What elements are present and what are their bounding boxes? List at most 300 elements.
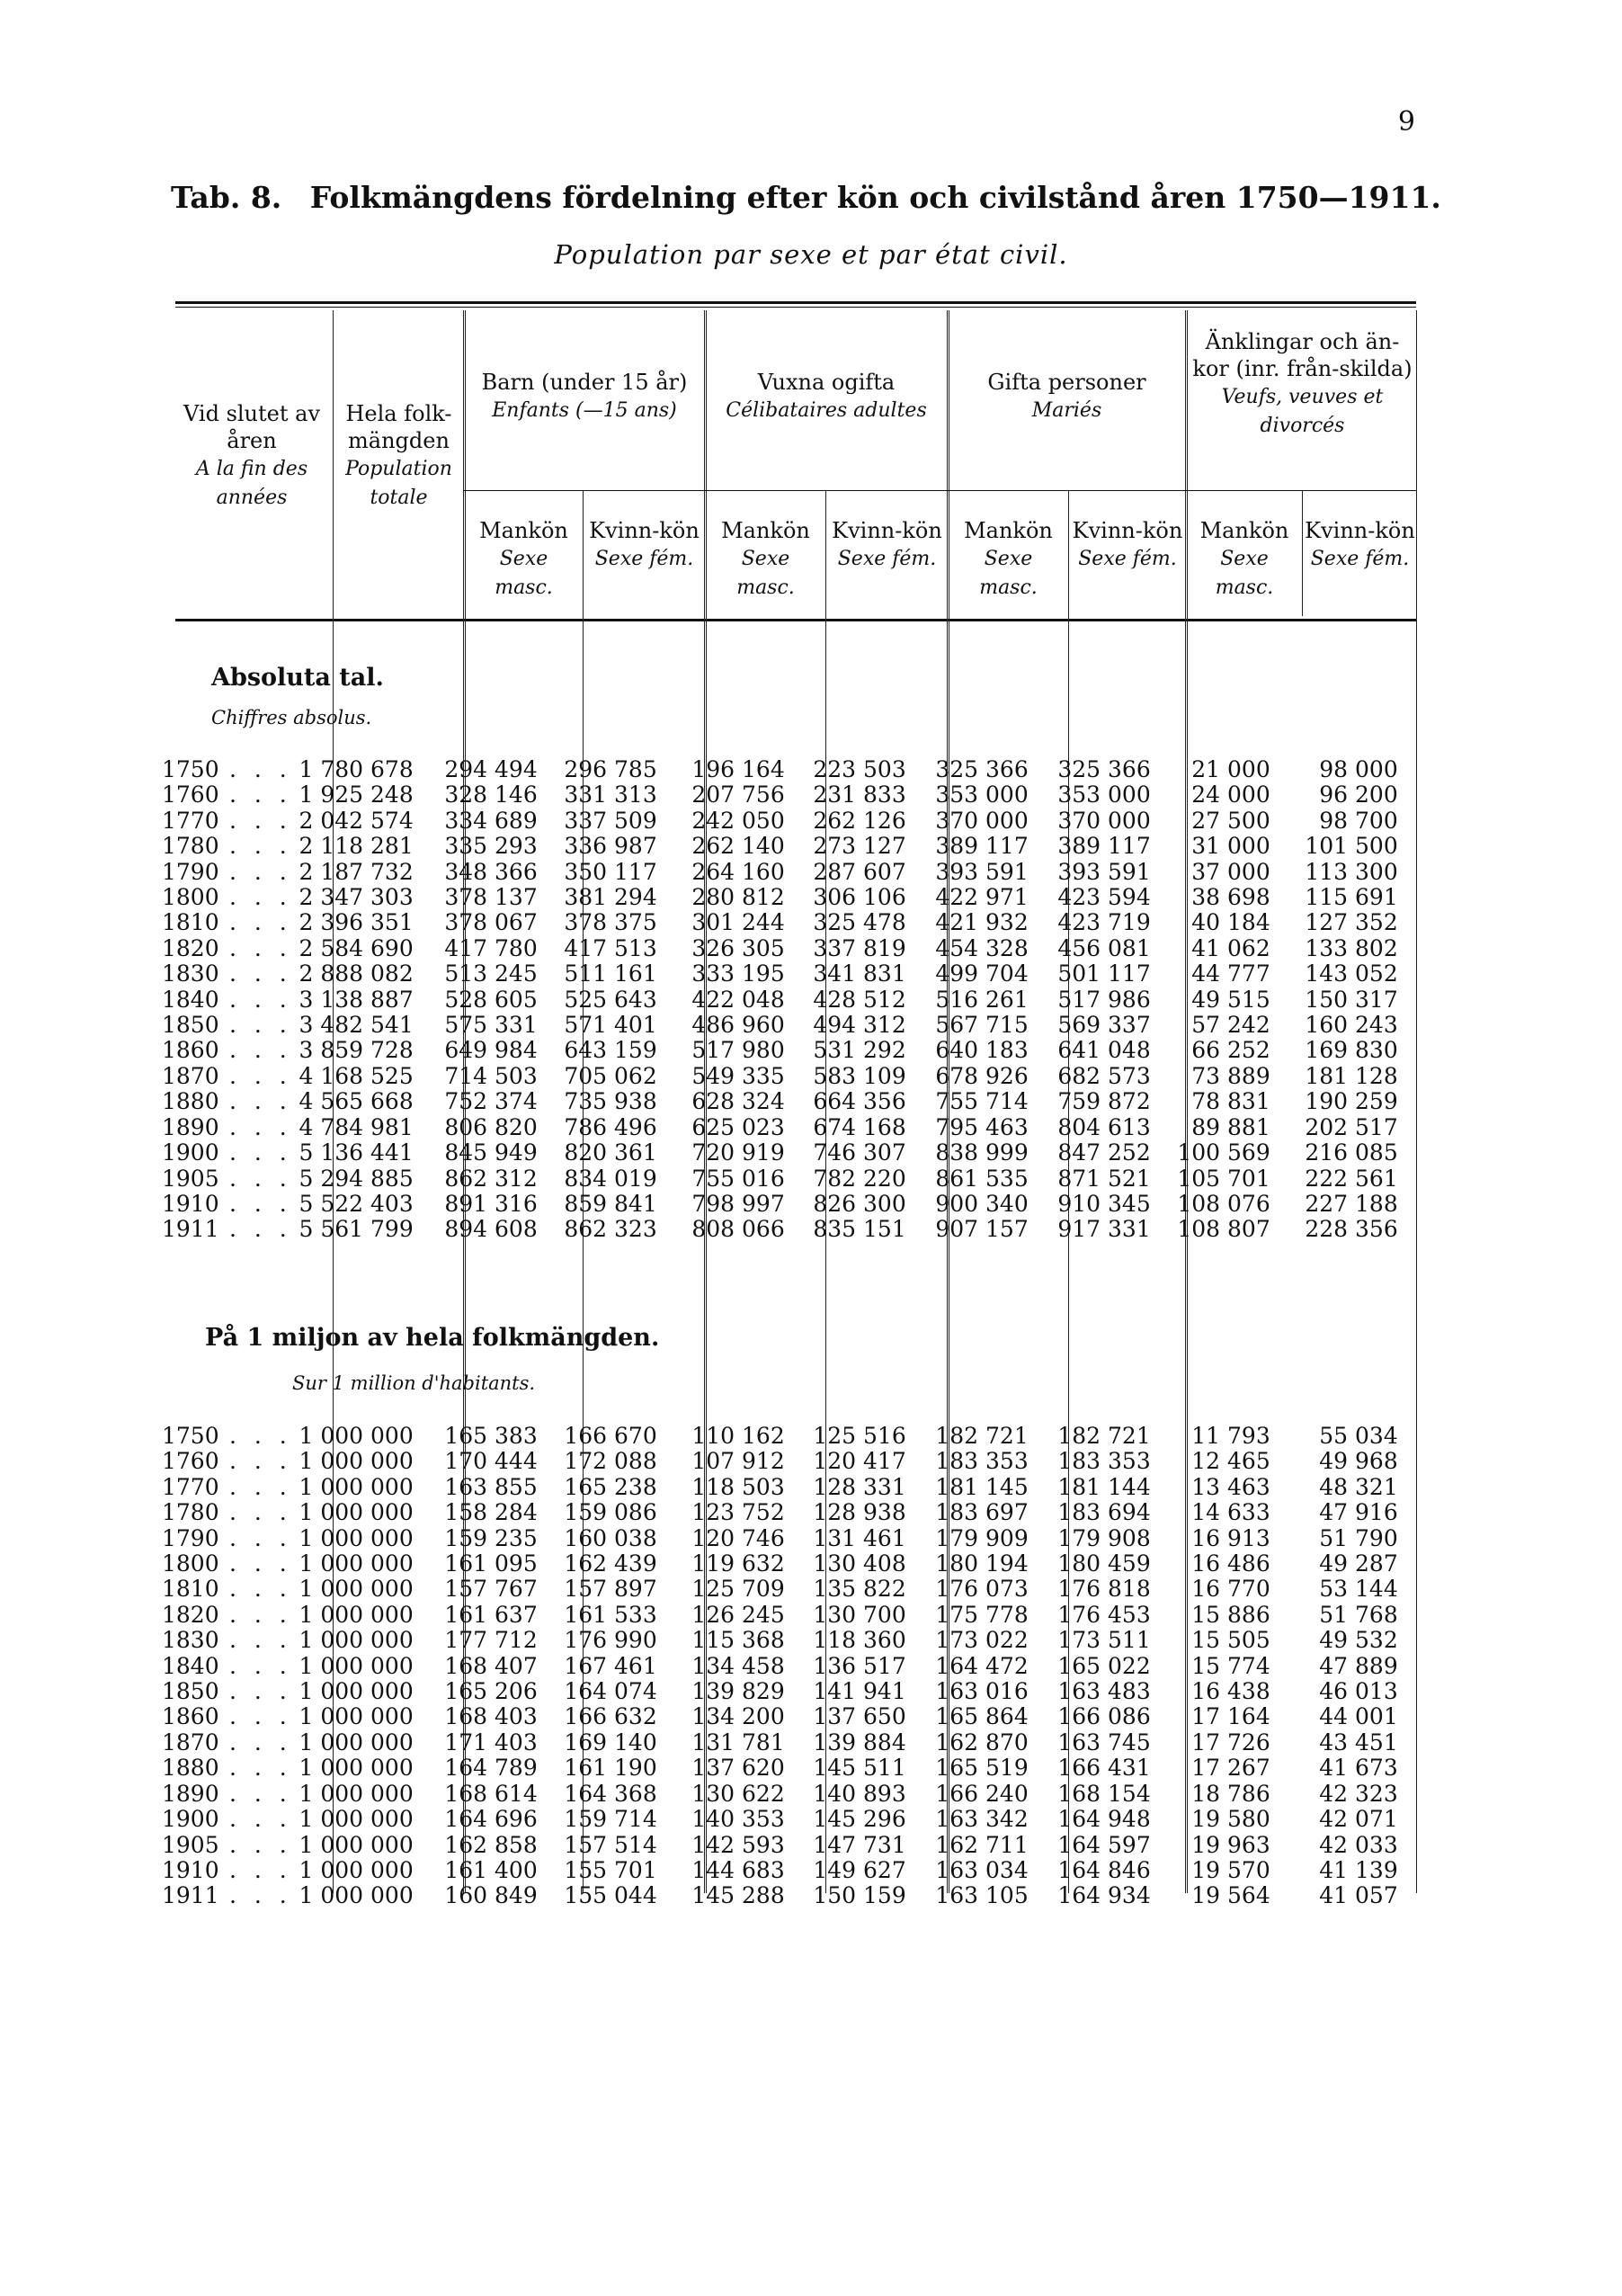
value-cell: 190 259: [1305, 1088, 1398, 1115]
value-cell: 176 990: [564, 1627, 657, 1654]
value-cell: 337 509: [564, 807, 657, 834]
year-cell: 1810: [162, 909, 219, 936]
value-cell: 47 889: [1319, 1652, 1398, 1679]
value-cell: 3 482 541: [299, 1012, 414, 1039]
value-cell: 2 118 281: [299, 833, 414, 860]
value-cell: 1 000 000: [299, 1831, 414, 1858]
year-cell: 1911: [162, 1216, 219, 1243]
table-row: [162, 1628, 1398, 1653]
value-cell: 808 066: [691, 1216, 785, 1243]
value-cell: 180 459: [1057, 1550, 1151, 1577]
value-cell: 1 000 000: [299, 1806, 414, 1833]
value-cell: 31 000: [1191, 833, 1270, 860]
value-cell: 2 888 082: [299, 960, 414, 987]
year-cell: 1840: [162, 1652, 219, 1679]
year-cell: 1810: [162, 1576, 219, 1603]
value-cell: 2 042 574: [299, 807, 414, 834]
value-cell: 910 345: [1057, 1190, 1151, 1217]
value-cell: 21 000: [1191, 756, 1270, 782]
leader-dots: . . .: [229, 756, 292, 782]
header-male: [1187, 517, 1302, 602]
header-male-fr2: masc.: [979, 576, 1038, 599]
value-cell: 513 245: [444, 960, 538, 987]
value-cell: 370 000: [935, 807, 1029, 834]
year-cell: 1770: [162, 807, 219, 834]
value-cell: 164 597: [1057, 1831, 1151, 1858]
group-rule: [463, 490, 951, 491]
leader-dots: . . .: [229, 858, 292, 885]
header-female-sv: Kvinn-kön: [1305, 518, 1415, 543]
header-female: [827, 517, 947, 573]
value-cell: 42 323: [1319, 1780, 1398, 1807]
leader-dots: . . .: [229, 1062, 292, 1089]
value-cell: 170 444: [444, 1448, 538, 1475]
header-male-fr1: Sexe: [741, 548, 790, 570]
value-cell: 161 190: [564, 1755, 657, 1782]
value-cell: 838 999: [935, 1139, 1029, 1166]
value-cell: 55 034: [1319, 1423, 1398, 1449]
value-cell: 177 712: [444, 1627, 538, 1654]
value-cell: 216 085: [1305, 1139, 1398, 1166]
value-cell: 845 949: [444, 1139, 538, 1166]
value-cell: 168 614: [444, 1780, 538, 1807]
value-cell: 160 243: [1305, 1012, 1398, 1039]
value-cell: 179 909: [935, 1524, 1029, 1551]
header-total: [334, 400, 463, 512]
value-cell: 353 000: [1057, 782, 1151, 809]
header-male-fr1: Sexe: [499, 548, 548, 570]
value-cell: 19 580: [1191, 1806, 1270, 1833]
value-cell: 149 627: [813, 1856, 906, 1883]
value-cell: 835 151: [813, 1216, 906, 1243]
value-cell: 157 767: [444, 1576, 538, 1603]
value-cell: 834 019: [564, 1165, 657, 1192]
value-cell: 15 886: [1191, 1601, 1270, 1628]
value-cell: 353 000: [935, 782, 1029, 809]
value-cell: 16 770: [1191, 1576, 1270, 1603]
value-cell: 15 505: [1191, 1627, 1270, 1654]
value-cell: 136 517: [813, 1652, 906, 1679]
value-cell: 516 261: [935, 986, 1029, 1013]
value-cell: 164 846: [1057, 1856, 1151, 1883]
value-cell: 389 117: [1057, 833, 1151, 860]
value-cell: 147 731: [813, 1831, 906, 1858]
year-cell: 1860: [162, 1037, 219, 1064]
year-cell: 1910: [162, 1856, 219, 1883]
header-male-fr2: masc.: [495, 576, 553, 599]
value-cell: 333 195: [691, 960, 785, 987]
value-cell: 786 496: [564, 1113, 657, 1140]
value-cell: 166 086: [1057, 1703, 1151, 1730]
value-cell: 231 833: [813, 782, 906, 809]
value-cell: 166 670: [564, 1423, 657, 1449]
value-cell: 894 608: [444, 1216, 538, 1243]
value-cell: 173 022: [935, 1627, 1029, 1654]
value-cell: 227 188: [1305, 1190, 1398, 1217]
value-cell: 168 154: [1057, 1780, 1151, 1807]
value-cell: 119 632: [691, 1550, 785, 1577]
value-cell: 16 486: [1191, 1550, 1270, 1577]
value-cell: 517 986: [1057, 986, 1151, 1013]
value-cell: 164 948: [1057, 1806, 1151, 1833]
value-cell: 183 353: [935, 1448, 1029, 1475]
value-cell: 169 140: [564, 1729, 657, 1756]
section-absolute-subtitle: Chiffres absolus.: [211, 707, 372, 728]
value-cell: 145 511: [813, 1755, 906, 1782]
value-cell: 328 146: [444, 782, 538, 809]
value-cell: 12 465: [1191, 1448, 1270, 1475]
value-cell: 164 934: [1057, 1882, 1151, 1909]
value-cell: 17 164: [1191, 1703, 1270, 1730]
value-cell: 378 067: [444, 909, 538, 936]
value-cell: 145 288: [691, 1882, 785, 1909]
leader-dots: . . .: [229, 1806, 292, 1833]
table-row: [162, 1730, 1398, 1756]
leader-dots: . . .: [229, 1165, 292, 1192]
header-widowed-sv: Änklingar och än-kor (inr. från-skilda): [1192, 329, 1413, 381]
value-cell: 113 300: [1305, 858, 1398, 885]
value-cell: 649 984: [444, 1037, 538, 1064]
value-cell: 264 160: [691, 858, 785, 885]
table-row: [162, 1756, 1398, 1781]
table-row: [162, 782, 1398, 808]
value-cell: 164 789: [444, 1755, 538, 1782]
table-row: [162, 1654, 1398, 1679]
value-cell: 900 340: [935, 1190, 1029, 1217]
value-cell: 1 000 000: [299, 1755, 414, 1782]
value-cell: 422 048: [691, 986, 785, 1013]
value-cell: 180 194: [935, 1550, 1029, 1577]
value-cell: 891 316: [444, 1190, 538, 1217]
value-cell: 140 893: [813, 1780, 906, 1807]
value-cell: 42 071: [1319, 1806, 1398, 1833]
value-cell: 325 478: [813, 909, 906, 936]
year-cell: 1850: [162, 1678, 219, 1705]
value-cell: 53 144: [1319, 1576, 1398, 1603]
value-cell: 19 570: [1191, 1856, 1270, 1883]
value-cell: 1 780 678: [299, 756, 414, 782]
header-year-fr: A la fin des années: [195, 458, 308, 509]
value-cell: 44 777: [1191, 960, 1270, 987]
value-cell: 162 439: [564, 1550, 657, 1577]
value-cell: 41 057: [1319, 1882, 1398, 1909]
value-cell: 13 463: [1191, 1473, 1270, 1500]
value-cell: 421 932: [935, 909, 1029, 936]
value-cell: 49 515: [1191, 986, 1270, 1013]
value-cell: 168 403: [444, 1703, 538, 1730]
leader-dots: . . .: [229, 1601, 292, 1628]
value-cell: 131 461: [813, 1524, 906, 1551]
table-row: [162, 885, 1398, 910]
value-cell: 628 324: [691, 1088, 785, 1115]
value-cell: 2 396 351: [299, 909, 414, 936]
value-cell: 159 714: [564, 1806, 657, 1833]
value-cell: 826 300: [813, 1190, 906, 1217]
value-cell: 1 000 000: [299, 1882, 414, 1909]
value-cell: 120 417: [813, 1448, 906, 1475]
value-cell: 135 822: [813, 1576, 906, 1603]
value-cell: 183 353: [1057, 1448, 1151, 1475]
value-cell: 393 591: [1057, 858, 1151, 885]
col-separator: [1302, 490, 1303, 616]
value-cell: 720 919: [691, 1139, 785, 1166]
value-cell: 42 033: [1319, 1831, 1398, 1858]
table-row: [162, 757, 1398, 782]
table-number: Tab. 8.: [171, 180, 282, 215]
value-cell: 125 516: [813, 1423, 906, 1449]
value-cell: 49 532: [1319, 1627, 1398, 1654]
value-cell: 4 168 525: [299, 1062, 414, 1089]
value-cell: 157 897: [564, 1576, 657, 1603]
value-cell: 142 593: [691, 1831, 785, 1858]
year-cell: 1911: [162, 1882, 219, 1909]
value-cell: 125 709: [691, 1576, 785, 1603]
value-cell: 567 715: [935, 1012, 1029, 1039]
value-cell: 664 356: [813, 1088, 906, 1115]
table-row: [162, 809, 1398, 834]
year-cell: 1780: [162, 1499, 219, 1526]
value-cell: 118 360: [813, 1627, 906, 1654]
leader-dots: . . .: [229, 1550, 292, 1577]
value-cell: 164 368: [564, 1780, 657, 1807]
value-cell: 127 352: [1305, 909, 1398, 936]
value-cell: 1 000 000: [299, 1448, 414, 1475]
table-row: [162, 1449, 1398, 1474]
value-cell: 172 088: [564, 1448, 657, 1475]
leader-dots: . . .: [229, 1012, 292, 1039]
value-cell: 163 105: [935, 1882, 1029, 1909]
value-cell: 907 157: [935, 1216, 1029, 1243]
value-cell: 393 591: [935, 858, 1029, 885]
value-cell: 51 790: [1319, 1524, 1398, 1551]
value-cell: 161 400: [444, 1856, 538, 1883]
header-female: [1070, 517, 1185, 573]
header-widowed: [1189, 328, 1416, 440]
year-cell: 1780: [162, 833, 219, 860]
value-cell: 155 701: [564, 1856, 657, 1883]
value-cell: 144 683: [691, 1856, 785, 1883]
value-cell: 183 694: [1057, 1499, 1151, 1526]
value-cell: 1 000 000: [299, 1576, 414, 1603]
table-row: [162, 1500, 1398, 1525]
value-cell: 273 127: [813, 833, 906, 860]
table-row: [162, 1140, 1398, 1166]
year-cell: 1900: [162, 1139, 219, 1166]
value-cell: 161 095: [444, 1550, 538, 1577]
value-cell: 1 000 000: [299, 1856, 414, 1883]
value-cell: 139 829: [691, 1678, 785, 1705]
value-cell: 348 366: [444, 858, 538, 885]
value-cell: 163 016: [935, 1678, 1029, 1705]
value-cell: 165 864: [935, 1703, 1029, 1730]
value-cell: 296 785: [564, 756, 657, 782]
header-male-fr2: masc.: [1215, 576, 1274, 599]
value-cell: 38 698: [1191, 884, 1270, 911]
value-cell: 643 159: [564, 1037, 657, 1064]
leader-dots: . . .: [229, 1088, 292, 1115]
table-row: [162, 1166, 1398, 1192]
value-cell: 1 000 000: [299, 1703, 414, 1730]
year-cell: 1820: [162, 934, 219, 961]
value-cell: 161 637: [444, 1601, 538, 1628]
value-cell: 128 331: [813, 1473, 906, 1500]
leader-dots: . . .: [229, 1678, 292, 1705]
value-cell: 47 916: [1319, 1499, 1398, 1526]
value-cell: 2 584 690: [299, 934, 414, 961]
value-cell: 625 023: [691, 1113, 785, 1140]
header-unmarried: [706, 369, 947, 424]
leader-dots: . . .: [229, 1755, 292, 1782]
value-cell: 847 252: [1057, 1139, 1151, 1166]
value-cell: 674 168: [813, 1113, 906, 1140]
value-cell: 1 000 000: [299, 1499, 414, 1526]
value-cell: 336 987: [564, 833, 657, 860]
leader-dots: . . .: [229, 884, 292, 911]
header-male-sv: Mankön: [964, 518, 1053, 543]
value-cell: 714 503: [444, 1062, 538, 1089]
value-cell: 182 721: [1057, 1423, 1151, 1449]
value-cell: 511 161: [564, 960, 657, 987]
leader-dots: . . .: [229, 1216, 292, 1243]
header-male-sv: Mankön: [1199, 518, 1289, 543]
leader-dots: . . .: [229, 1190, 292, 1217]
value-cell: 163 034: [935, 1856, 1029, 1883]
value-cell: 798 997: [691, 1190, 785, 1217]
absolute-table: [162, 757, 1398, 1243]
value-cell: 378 375: [564, 909, 657, 936]
value-cell: 859 841: [564, 1190, 657, 1217]
value-cell: 118 503: [691, 1473, 785, 1500]
value-cell: 262 140: [691, 833, 785, 860]
table-row: [162, 936, 1398, 961]
header-female: [584, 517, 704, 573]
value-cell: 287 607: [813, 858, 906, 885]
leader-dots: . . .: [229, 1703, 292, 1730]
value-cell: 499 704: [935, 960, 1029, 987]
value-cell: 806 820: [444, 1113, 538, 1140]
value-cell: 137 650: [813, 1703, 906, 1730]
value-cell: 44 001: [1319, 1703, 1398, 1730]
value-cell: 173 511: [1057, 1627, 1151, 1654]
value-cell: 17 267: [1191, 1755, 1270, 1782]
value-cell: 370 000: [1057, 807, 1151, 834]
value-cell: 19 564: [1191, 1882, 1270, 1909]
value-cell: 162 858: [444, 1831, 538, 1858]
value-cell: 167 461: [564, 1652, 657, 1679]
table-row: [162, 860, 1398, 885]
year-cell: 1800: [162, 884, 219, 911]
value-cell: 163 745: [1057, 1729, 1151, 1756]
value-cell: 126 245: [691, 1601, 785, 1628]
value-cell: 131 781: [691, 1729, 785, 1756]
value-cell: 223 503: [813, 756, 906, 782]
value-cell: 301 244: [691, 909, 785, 936]
table-row: [162, 1526, 1398, 1551]
leader-dots: . . .: [229, 1499, 292, 1526]
header-married: [949, 369, 1185, 424]
value-cell: 1 925 248: [299, 782, 414, 809]
value-cell: 141 941: [813, 1678, 906, 1705]
value-cell: 3 859 728: [299, 1037, 414, 1064]
table-row: [162, 1115, 1398, 1140]
value-cell: 1 000 000: [299, 1524, 414, 1551]
value-cell: 182 721: [935, 1423, 1029, 1449]
year-cell: 1790: [162, 858, 219, 885]
value-cell: 134 200: [691, 1703, 785, 1730]
value-cell: 14 633: [1191, 1499, 1270, 1526]
value-cell: 49 968: [1319, 1448, 1398, 1475]
table-row: [162, 1679, 1398, 1704]
table-row: [162, 1013, 1398, 1038]
year-cell: 1870: [162, 1062, 219, 1089]
section-absolute-title: Absoluta tal.: [211, 664, 384, 692]
value-cell: 107 912: [691, 1448, 785, 1475]
value-cell: 423 594: [1057, 884, 1151, 911]
value-cell: 417 513: [564, 934, 657, 961]
year-cell: 1800: [162, 1550, 219, 1577]
year-cell: 1870: [162, 1729, 219, 1756]
leader-dots: . . .: [229, 1856, 292, 1883]
value-cell: 150 159: [813, 1882, 906, 1909]
value-cell: 752 374: [444, 1088, 538, 1115]
table-row: [162, 987, 1398, 1013]
value-cell: 176 073: [935, 1576, 1029, 1603]
value-cell: 157 514: [564, 1831, 657, 1858]
value-cell: 641 048: [1057, 1037, 1151, 1064]
value-cell: 571 401: [564, 1012, 657, 1039]
year-cell: 1820: [162, 1601, 219, 1628]
value-cell: 165 206: [444, 1678, 538, 1705]
value-cell: 123 752: [691, 1499, 785, 1526]
value-cell: 165 519: [935, 1755, 1029, 1782]
table-row: [162, 1833, 1398, 1858]
header-female-fr: Sexe fém.: [1078, 548, 1177, 570]
table-row: [162, 961, 1398, 987]
header-male-fr2: masc.: [736, 576, 795, 599]
value-cell: 755 714: [935, 1088, 1029, 1115]
value-cell: 183 697: [935, 1499, 1029, 1526]
value-cell: 181 145: [935, 1473, 1029, 1500]
header-female-fr: Sexe fém.: [1310, 548, 1410, 570]
value-cell: 176 453: [1057, 1601, 1151, 1628]
header-children-sv: Barn (under 15 år): [481, 370, 688, 395]
value-cell: 137 620: [691, 1755, 785, 1782]
header-female-sv: Kvinn-kön: [832, 518, 942, 543]
value-cell: 140 353: [691, 1806, 785, 1833]
header-male-sv: Mankön: [479, 518, 568, 543]
value-cell: 24 000: [1191, 782, 1270, 809]
header-male-sv: Mankön: [721, 518, 810, 543]
value-cell: 165 383: [444, 1423, 538, 1449]
table-row: [162, 1883, 1398, 1908]
value-cell: 528 605: [444, 986, 538, 1013]
page-number: 9: [1397, 106, 1415, 138]
header-widowed-fr: Veufs, veuves et divorcés: [1221, 386, 1384, 437]
value-cell: 1 000 000: [299, 1627, 414, 1654]
value-cell: 423 719: [1057, 909, 1151, 936]
value-cell: 164 696: [444, 1806, 538, 1833]
value-cell: 325 366: [1057, 756, 1151, 782]
value-cell: 862 323: [564, 1216, 657, 1243]
table-row: [162, 1089, 1398, 1114]
year-cell: 1905: [162, 1165, 219, 1192]
value-cell: 145 296: [813, 1806, 906, 1833]
value-cell: 96 200: [1319, 782, 1398, 809]
value-cell: 27 500: [1191, 807, 1270, 834]
header-male-fr1: Sexe: [984, 548, 1033, 570]
value-cell: 1 000 000: [299, 1729, 414, 1756]
year-cell: 1770: [162, 1473, 219, 1500]
